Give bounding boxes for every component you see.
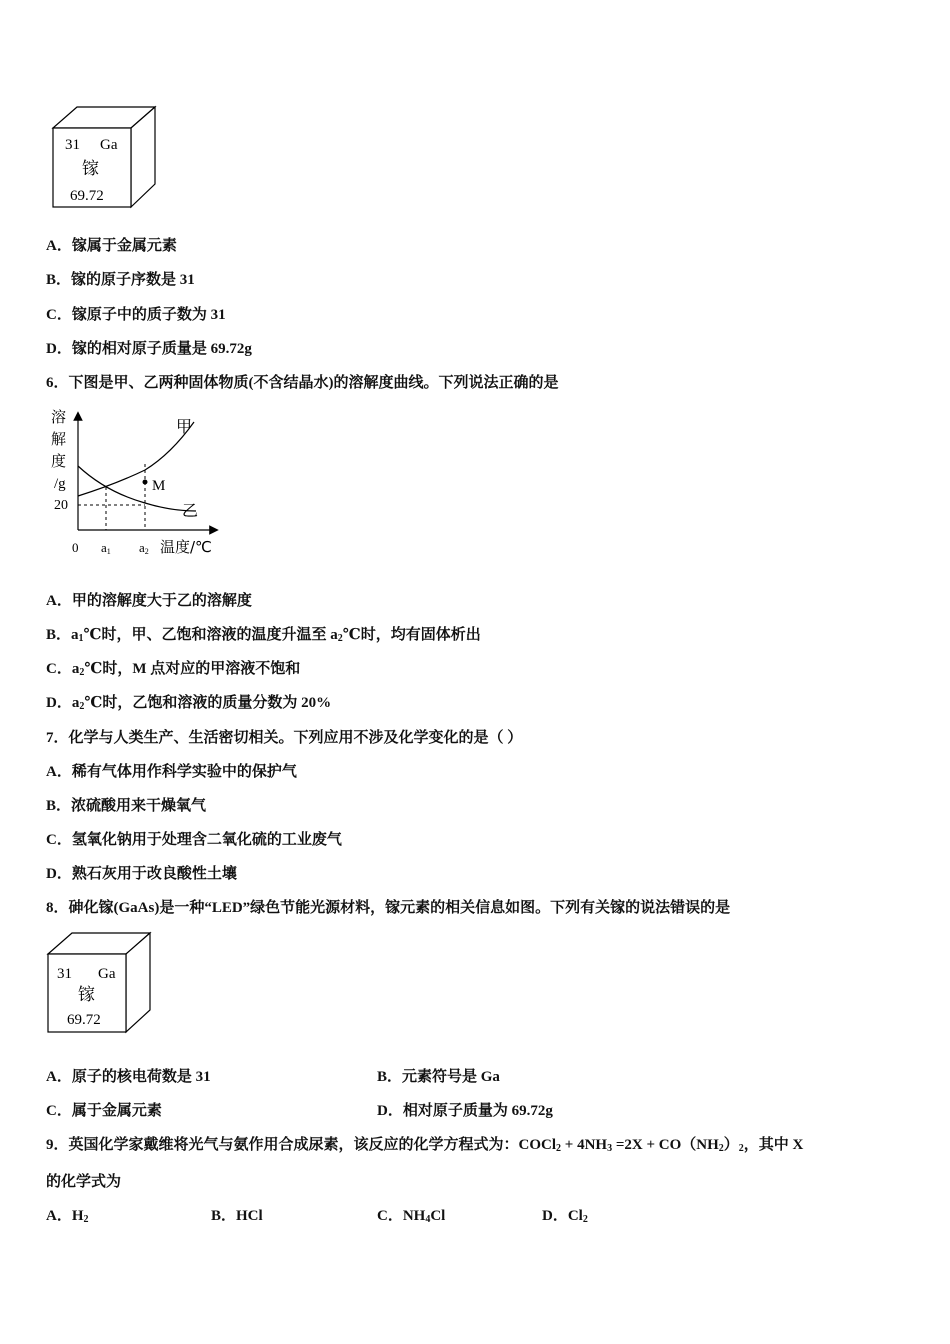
q9-stem-line-1: 9．英国化学家戴维将光气与氨作用合成尿素，该反应的化学方程式为：COCl$_2$ + $4NH_3 =2X + CO(NH_2)_2$，其中 X [46,1137,804,1154]
q5-option-b: B．镓的原子序数是 31 [46,272,195,288]
q9-option-c: C．$NH_4Cl$ [377,1208,446,1225]
q5-option-a: A．镓属于金属元素 [46,238,177,254]
y-label-char-2: 解 [51,430,67,448]
element-symbol: Ga [98,966,116,982]
element-name: 镓 [82,159,99,178]
atomic-mass: 69.72 [67,1012,101,1028]
q7-option-c: C．氢氧化钠用于处理含二氧化硫的工业废气 [46,832,342,848]
y-label-unit: /g [54,476,66,492]
element-name: 镓 [78,985,95,1004]
q9-option-b: B．HCl [211,1208,263,1224]
atomic-number: 31 [57,966,72,982]
q5-option-d: D．镓的相对原子质量是 69.72g [46,341,252,357]
atomic-mass: 69.72 [70,188,104,204]
solubility-graph [46,404,226,564]
element-symbol: Ga [100,137,118,153]
x-tick-a1: a1 [101,540,111,556]
q9-option-a: A．$H_2$ [46,1208,89,1225]
q7-option-d: D．熟石灰用于改良酸性土壤 [46,866,237,882]
y-tick-20: 20 [54,498,68,513]
q7-option-a: A．稀有气体用作科学实验中的保护气 [46,764,297,780]
x-tick-a2: a2 [139,540,149,556]
y-label-char-1: 溶 [51,408,67,426]
element-card-gallium-1 [50,104,160,212]
q9-stem-line-2: 的化学式为 [46,1174,122,1190]
q6-option-b: B．$a_1℃$时，甲、乙饱和溶液的温度升温至 $a_2℃$时，均有固体析出 [46,627,481,644]
point-m-label: M [152,478,166,494]
q6-option-a: A．甲的溶解度大于乙的溶解度 [46,593,252,609]
curve-yi-label: 乙 [182,501,199,520]
x-axis-label: 温度/℃ [160,538,212,556]
q5-option-c: C．镓原子中的质子数为 31 [46,307,226,323]
point-m [143,480,148,485]
curve-jia-label: 甲 [176,417,193,436]
q6-stem: 6．下图是甲、乙两种固体物质(不含结晶水)的溶解度曲线。下列说法正确的是 [46,375,559,391]
q7-stem: 7．化学与人类生产、生活密切相关。下列应用不涉及化学变化的是（ ） [46,730,523,746]
q8-option-b: B．元素符号是 Ga [377,1069,500,1085]
q7-option-b: B．浓硫酸用来干燥氧气 [46,798,207,814]
q8-stem: 8．砷化镓(GaAs)是一种“LED”绿色节能光源材料，镓元素的相关信息如图。下列有关镓的说法错误的是 [46,900,731,916]
q9-option-d: D．$Cl_2$ [542,1208,588,1225]
q6-option-d: D．$a_2℃$时，乙饱和溶液的质量分数为 20% [46,695,332,712]
q8-option-c: C．属于金属元素 [46,1103,162,1119]
q8-option-d: D．相对原子质量为 69.72g [377,1103,553,1119]
q6-option-c: C．$a_2℃$时，M 点对应的甲溶液不饱和 [46,661,301,678]
curve-yi [78,466,196,511]
y-label-char-3: 度 [51,452,67,470]
element-card-gallium-2 [45,930,155,1036]
atomic-number: 31 [65,137,80,153]
origin-label: 0 [72,540,79,555]
q8-option-a: A．原子的核电荷数是 31 [46,1069,211,1085]
